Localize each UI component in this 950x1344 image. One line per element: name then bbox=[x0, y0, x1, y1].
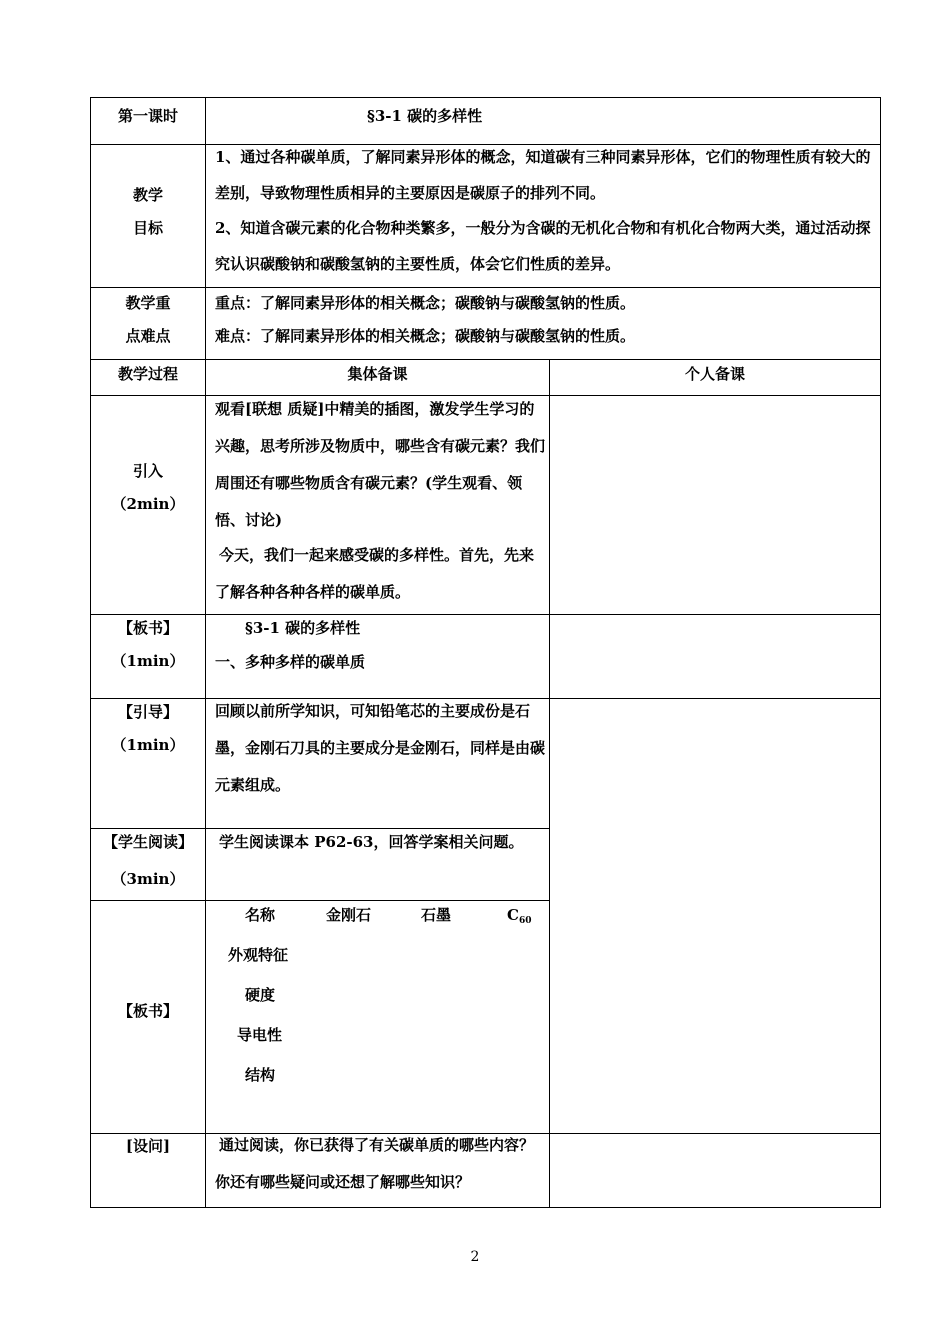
reading-label: 【学生阅读】 bbox=[102, 833, 193, 851]
keypoints-label-line2: 点难点 bbox=[125, 327, 171, 345]
table-rule bbox=[205, 97, 206, 1208]
c60-subscript: 60 bbox=[518, 916, 532, 926]
key-point-text: 重点：了解同素异形体的相关概念；碳酸钠与碳酸氢钠的性质。 bbox=[215, 294, 636, 312]
goals-label-line1: 教学 bbox=[132, 186, 163, 204]
board1-title: §3-1 碳的多样性 bbox=[245, 619, 361, 637]
guide-text: 回顾以前所学知识，可知铅笔芯的主要成份是石墨，金刚石刀具的主要成分是金刚石，同样是由碳元素组成。 bbox=[215, 702, 546, 794]
intro-text-2: 今天，我们一起来感受碳的多样性。首先，先来了解各种各种各样的碳单质。 bbox=[215, 546, 535, 601]
board2-col-c60 bbox=[507, 905, 531, 931]
table-rule bbox=[880, 97, 881, 1208]
reading-text: 学生阅读课本 P62-63，回答学案相关问题。 bbox=[219, 833, 524, 851]
goals-label-line2: 目标 bbox=[132, 219, 163, 237]
board2-col-name: 名称 bbox=[245, 906, 276, 924]
goal-item-2: 2、知道含碳元素的化合物种类繁多，一般分为含碳的无机化合物和有机化合物两大类，通过活动探究认识碳酸钠和碳酸氢钠的主要性质，体会它们性质的差异。 bbox=[215, 219, 871, 273]
board2-row-hardness: 硬度 bbox=[245, 986, 276, 1004]
lesson-title: §3-1 碳的多样性 bbox=[367, 107, 483, 125]
board2-label: 【板书】 bbox=[117, 1002, 178, 1020]
question-label: [设问] bbox=[125, 1137, 171, 1155]
question-text: 通过阅读，你已获得了有关碳单质的哪些内容？你还有哪些疑问或还想了解哪些知识？ bbox=[215, 1136, 535, 1191]
board2-row-appearance: 外观特征 bbox=[228, 946, 289, 964]
lesson-label: 第一课时 bbox=[117, 107, 178, 125]
table-rule bbox=[90, 900, 550, 901]
table-rule bbox=[90, 828, 550, 829]
process-col-header: 教学过程 bbox=[117, 365, 178, 383]
intro-text-1: 观看[联想 质疑]中精美的插图，激发学生学习的兴趣，思考所涉及物质中，哪些含有碳元素？我们周围还有哪些物质含有碳元素？(学生观看、领悟、讨论) bbox=[215, 400, 546, 529]
table-rule bbox=[90, 359, 881, 360]
table-rule bbox=[549, 359, 550, 1208]
board2-row-conductivity: 导电性 bbox=[237, 1026, 283, 1044]
reading-time: （3min） bbox=[111, 870, 185, 888]
intro-time: （2min） bbox=[111, 495, 185, 513]
table-rule bbox=[90, 614, 881, 615]
goal-item-1: 1、通过各种碳单质，了解同素异形体的概念，知道碳有三种同素异形体，它们的物理性质有较大的差别，导致物理性质相异的主要原因是碳原子的排列不同。 bbox=[215, 148, 871, 202]
c60-base: C bbox=[507, 906, 519, 924]
guide-time: （1min） bbox=[111, 736, 185, 754]
board2-row-structure: 结构 bbox=[245, 1066, 276, 1084]
guide-label: 【引导】 bbox=[117, 703, 178, 721]
group-prep-col-header: 集体备课 bbox=[347, 365, 408, 383]
board1-label: 【板书】 bbox=[117, 619, 178, 637]
board1-subtitle: 一、多种多样的碳单质 bbox=[215, 653, 366, 671]
table-rule bbox=[90, 287, 881, 288]
table-rule bbox=[90, 1207, 881, 1208]
board1-time: （1min） bbox=[111, 652, 185, 670]
intro-label: 引入 bbox=[132, 462, 163, 480]
page-number: 2 bbox=[470, 1249, 480, 1265]
personal-prep-col-header: 个人备课 bbox=[684, 365, 745, 383]
board2-col-graphite: 石墨 bbox=[421, 906, 452, 924]
board2-col-diamond: 金刚石 bbox=[326, 906, 372, 924]
table-rule bbox=[90, 97, 881, 98]
keypoints-label-line1: 教学重 bbox=[125, 294, 171, 312]
difficult-point-text: 难点：了解同素异形体的相关概念；碳酸钠与碳酸氢钠的性质。 bbox=[215, 327, 636, 345]
